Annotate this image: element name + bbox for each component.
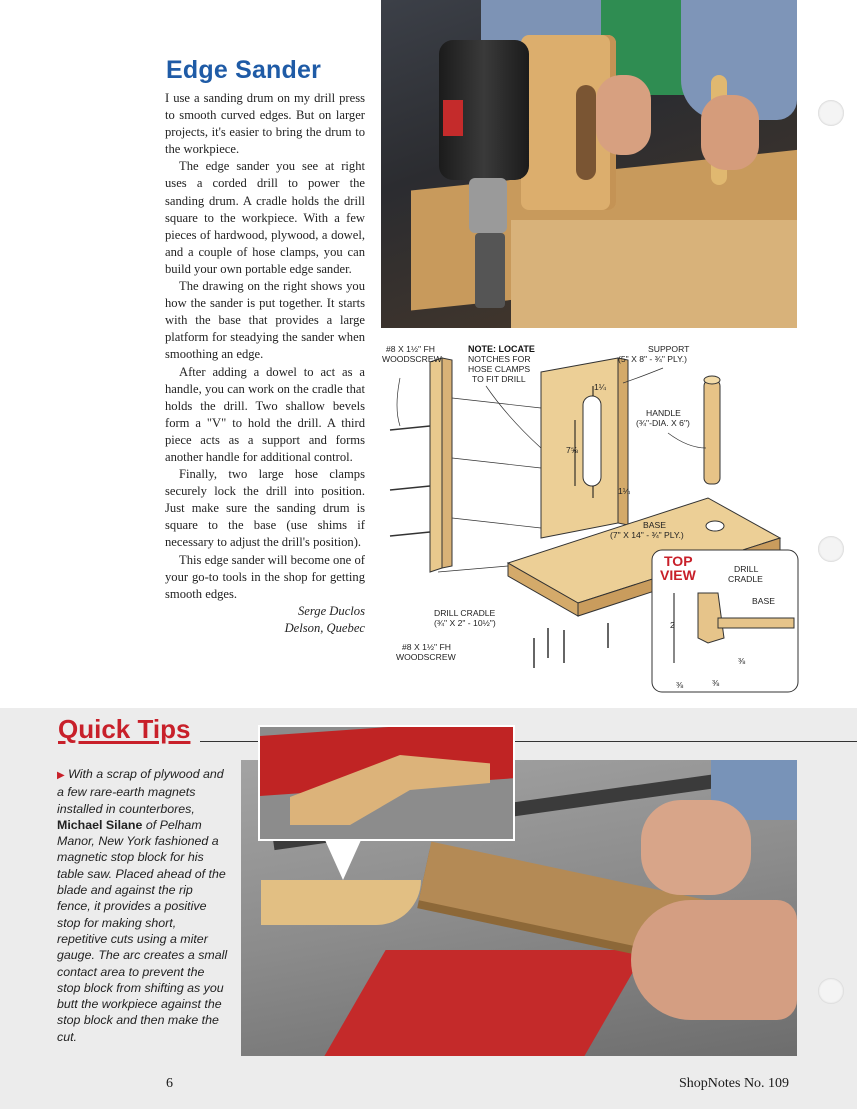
author-location: Delson, Quebec — [284, 620, 365, 635]
dim-mid: 7⅝ — [566, 445, 578, 455]
quick-tip-body — [57, 766, 229, 1045]
tv-cradle-label: DRILL — [734, 564, 759, 574]
cradle-label: DRILL CRADLE — [434, 608, 496, 618]
tv-dim-38a: ⅜ — [676, 680, 684, 690]
tip-text: of Pelham Manor, New York fashioned a magnetic stop block for his table saw. Placed ahead of the blade and against the rip fence, it provides a positive stop for making short, repetitive cuts using a miter gauge. The arc creates a small contact area to prevent the stop block from shifting as you butt the workpiece against the stop block and then make the cut. — [57, 817, 228, 1044]
note-label: NOTE: LOCATE — [468, 344, 535, 354]
woodscrew-top-label: #8 x 1½" Fh — [386, 344, 435, 354]
note-label: HOSE CLAMPS — [468, 364, 531, 374]
support-label: (5" x 8" - ¾" Ply.) — [618, 354, 688, 364]
drill-label — [443, 100, 463, 136]
hand-lower — [631, 900, 797, 1020]
woodscrew-top-label: WOODSCREW — [382, 354, 442, 364]
binder-hole-icon — [818, 978, 844, 1004]
drill-chuck — [469, 178, 507, 233]
base-label: (7" x 14" - ¾" Ply.) — [610, 530, 684, 540]
tip-author-name: Michael Silane — [57, 817, 143, 832]
hand-right — [701, 95, 759, 170]
base-label: BASE — [643, 520, 666, 530]
top-view-label: TOP — [664, 553, 693, 569]
author-name: Serge Duclos — [297, 603, 365, 618]
article-body — [165, 90, 365, 637]
tv-dim-38b: ⅜ — [712, 678, 720, 688]
stop-block-inset-photo — [258, 725, 515, 841]
support-slot — [576, 85, 596, 180]
inset-pointer — [325, 840, 361, 880]
article-paragraph: I use a sanding drum on my drill press to smooth curved edges. But on larger projects, it's easier to bring the drum to the workpiece. — [165, 91, 365, 157]
sander-base — [511, 220, 797, 328]
handle-label: HANDLE — [646, 408, 681, 418]
page-number: 6 — [166, 1076, 173, 1091]
woodscrew-bottom-label: #8 x 1½" Fh — [402, 642, 451, 652]
binder-hole-icon — [818, 100, 844, 126]
article-paragraph: This edge sander will become one of your go-to tools in the shop for getting smooth edges. — [165, 552, 365, 601]
tv-base-label: BASE — [752, 596, 775, 606]
quick-tips-title: Quick Tips — [58, 714, 191, 744]
article-paragraph: Finally, two large hose clamps securely lock the drill into position. Just make sure the sanding drum is square to the base (use shims if necessary to adjust the drill's position). — [165, 467, 365, 550]
dim-top: 1¼ — [594, 382, 606, 392]
exploded-diagram — [378, 338, 800, 696]
note-label: TO FIT DRILL — [472, 374, 526, 384]
cradle-label: (¾" x 2" - 10½") — [434, 618, 496, 628]
article-paragraph: The edge sander you see at right uses a corded drill to power the sanding drum. A cradle holds the drill square to the workpiece. With a few pieces of hardwood, plywood, a dowel, and a couple of hose clamps, you can build your own portable edge sander. — [165, 159, 365, 276]
binder-hole-icon — [818, 536, 844, 562]
edge-sander-photo — [381, 0, 797, 328]
top-view-label: VIEW — [660, 567, 696, 583]
hand-upper — [641, 800, 751, 895]
handle-label: (¾"-Dia. x 6") — [636, 418, 690, 428]
dim-bottom: 1¼ — [618, 486, 630, 496]
sanding-drum — [475, 233, 505, 308]
issue-label: ShopNotes No. 109 — [679, 1076, 790, 1091]
support-label: SUPPORT — [648, 344, 690, 354]
tv-dim-38c: ⅜ — [738, 656, 746, 666]
note-label: NOTCHES FOR — [468, 354, 531, 364]
tip-intro: With a scrap of plywood and a few rare-earth magnets installed in counterbores, — [57, 767, 224, 816]
tv-dim-2: 2 — [670, 620, 675, 630]
bullet-arrow-icon: ▶ — [57, 770, 65, 781]
tv-cradle-label: CRADLE — [728, 574, 763, 584]
hand-left — [596, 75, 651, 155]
article-paragraph: After adding a dowel to act as a handle, you can work on the cradle that holds the drill. Two shallow bevels form a "V" to hold the drill. A third piece acts as a support and forms another handle for additional control. — [165, 364, 365, 464]
article-title: Edge Sander — [166, 56, 322, 84]
woodscrew-bottom-label: WOODSCREW — [396, 652, 456, 662]
article-paragraph: The drawing on the right shows you how the sander is put together. It starts with the base that provides a large platform for steadying the sander when smoothing an edge. — [165, 279, 365, 362]
stop-block — [261, 880, 421, 925]
